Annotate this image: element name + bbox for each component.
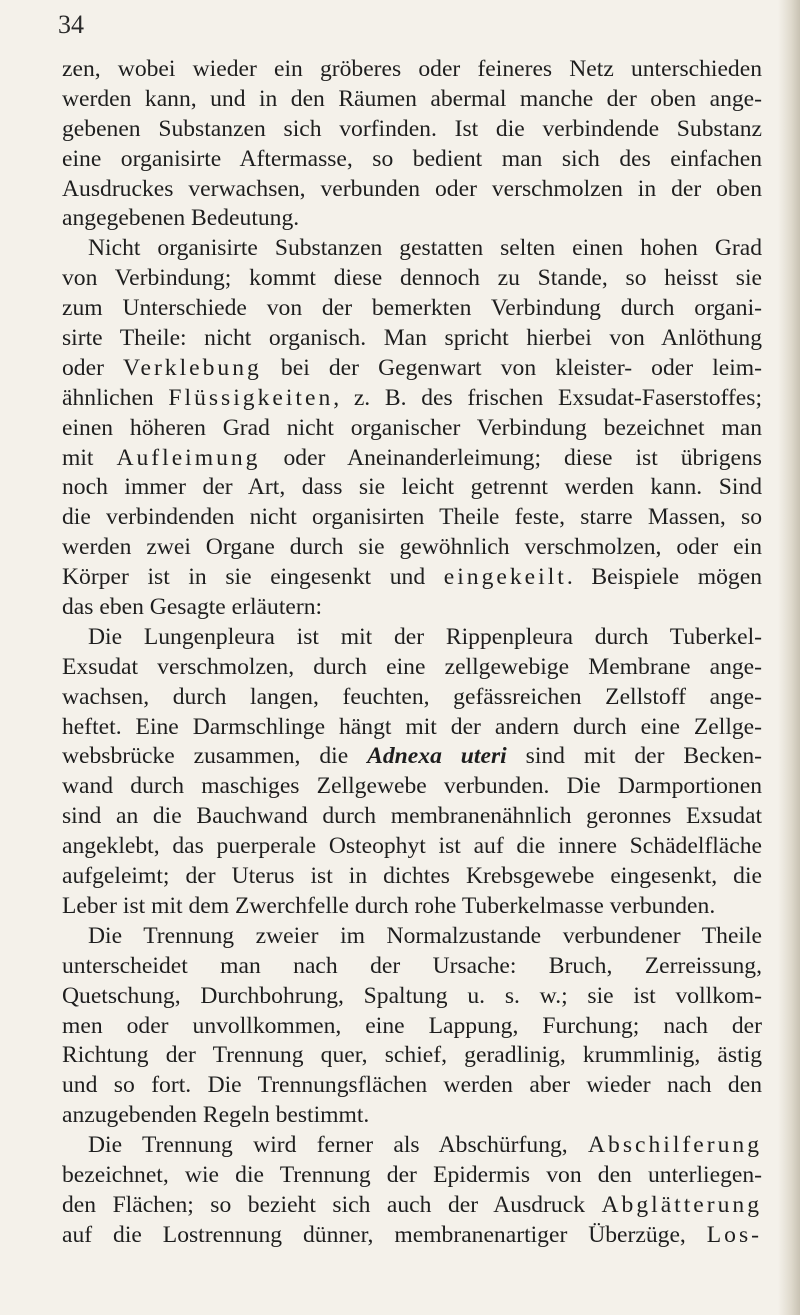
text-line bbox=[62, 204, 762, 234]
text-run: mit bbox=[62, 444, 117, 471]
text-run: oder Aneinanderleimung; diese ist übrigens bbox=[260, 444, 762, 471]
text-line bbox=[62, 742, 762, 772]
text-run: unterscheidet man nach der Ursache: Bruch, Zerreissung, bbox=[62, 952, 762, 979]
text-line bbox=[62, 772, 762, 802]
body-text bbox=[62, 55, 762, 1251]
text-line bbox=[62, 414, 762, 444]
text-run: angeklebt, das puerperale Osteophyt ist auf die innere Schädelfläche bbox=[62, 833, 762, 860]
text-line bbox=[62, 115, 762, 145]
text-line bbox=[62, 653, 762, 683]
text-line bbox=[62, 623, 762, 653]
text-run: bei der Gegenwart von kleister- oder leim- bbox=[261, 354, 763, 381]
spaced-term: Abschilferung bbox=[588, 1132, 762, 1159]
text-line bbox=[62, 234, 762, 264]
text-run: Die Trennung zweier im Normalzustande verbundener Theile bbox=[88, 922, 762, 949]
page-edge-shadow bbox=[778, 0, 800, 1315]
text-run: Die Trennung wird ferner als Abschürfung, bbox=[88, 1132, 589, 1159]
text-run: Exsudat verschmolzen, durch eine zellgewebige Membrane ange- bbox=[62, 653, 762, 680]
text-run: gebenen Substanzen sich vorfinden. Ist die verbindende Substanz bbox=[62, 115, 762, 142]
text-run: sind an die Bauchwand durch membranenähnlich geronnes Exsudat bbox=[62, 803, 762, 830]
text-line bbox=[62, 264, 762, 294]
page-number: 34 bbox=[58, 10, 84, 39]
text-line bbox=[62, 473, 762, 503]
text-line bbox=[62, 175, 762, 205]
text-run: noch immer der Art, dass sie leicht getrennt werden kann. Sind bbox=[62, 474, 762, 501]
spaced-term: Los- bbox=[706, 1221, 762, 1248]
text-line bbox=[62, 832, 762, 862]
text-run: oder bbox=[62, 354, 124, 381]
text-line bbox=[62, 563, 762, 593]
text-run: wachsen, durch langen, feuchten, gefässreichen Zellstoff ange- bbox=[62, 683, 762, 710]
text-line bbox=[62, 802, 762, 832]
spaced-term: Verklebung bbox=[123, 354, 262, 381]
text-line bbox=[62, 1041, 762, 1071]
italic-term: Adnexa uteri bbox=[367, 743, 507, 770]
text-line bbox=[62, 145, 762, 175]
text-run: das eben Gesagte erläutern: bbox=[62, 594, 323, 621]
spaced-term: Flüssigkeiten bbox=[168, 384, 334, 411]
text-run: eine organisirte Aftermasse, so bedient man sich des einfachen bbox=[62, 145, 762, 172]
text-run: Leber ist mit dem Zwerchfelle durch rohe Tuberkelmasse verbunden. bbox=[62, 892, 716, 919]
text-run: sind mit der Becken- bbox=[506, 743, 762, 770]
text-line bbox=[62, 1221, 762, 1251]
text-line bbox=[62, 324, 762, 354]
text-run: zen, wobei wieder ein gröberes oder feineres Netz unterschieden bbox=[62, 56, 762, 82]
text-run: , z. B. des frischen Exsudat-Faserstoffes; bbox=[333, 384, 762, 411]
text-run: sirte Theile: nicht organisch. Man spricht hierbei von Anlöthung bbox=[62, 325, 762, 352]
text-line bbox=[62, 713, 762, 743]
text-line bbox=[62, 384, 762, 414]
text-run: aufgeleimt; der Uterus ist in dichtes Krebsgewebe eingesenkt, die bbox=[62, 863, 762, 890]
text-run: von Verbindung; kommt diese dennoch zu Stande, so heisst sie bbox=[62, 265, 762, 292]
text-run: auf die Lostrennung dünner, membranenartiger Überzüge, bbox=[62, 1221, 707, 1248]
spaced-term: Abglätterung bbox=[601, 1191, 762, 1218]
text-line bbox=[62, 503, 762, 533]
text-line bbox=[62, 1101, 762, 1131]
text-run: heftet. Eine Darmschlinge hängt mit der andern durch eine Zellge- bbox=[62, 713, 762, 740]
text-run: werden kann, und in den Räumen abermal manche der oben ange- bbox=[62, 85, 762, 112]
text-line bbox=[62, 533, 762, 563]
text-line bbox=[62, 1191, 762, 1221]
text-line bbox=[62, 55, 762, 85]
text-line bbox=[62, 892, 762, 922]
text-run: und so fort. Die Trennungsflächen werden aber wieder nach den bbox=[62, 1072, 762, 1099]
text-run: Quetschung, Durchbohrung, Spaltung u. s. w.; sie ist vollkom- bbox=[62, 982, 762, 1009]
text-line bbox=[62, 593, 762, 623]
text-run: angegebenen Bedeutung. bbox=[62, 205, 300, 232]
text-run: ähnlichen bbox=[62, 384, 169, 411]
text-run: websbrücke zusammen, die bbox=[62, 743, 368, 770]
text-line bbox=[62, 85, 762, 115]
text-run: zum Unterschiede von der bemerkten Verbindung durch organi- bbox=[62, 295, 762, 322]
text-run: Die Lungenpleura ist mit der Rippenpleura durch Tuberkel- bbox=[88, 623, 762, 650]
text-run: anzugebenden Regeln bestimmt. bbox=[62, 1102, 370, 1129]
text-run: bezeichnet, wie die Trennung der Epidermis von den unterliegen- bbox=[62, 1161, 762, 1188]
text-line bbox=[62, 922, 762, 952]
text-line bbox=[62, 294, 762, 324]
text-line bbox=[62, 1012, 762, 1042]
text-line bbox=[62, 862, 762, 892]
text-line bbox=[62, 1161, 762, 1191]
text-run: einen höheren Grad nicht organischer Verbindung bezeichnet man bbox=[62, 414, 762, 441]
text-line bbox=[62, 354, 762, 384]
text-line bbox=[62, 1071, 762, 1101]
text-run: Körper ist in sie eingesenkt und bbox=[62, 564, 444, 591]
text-run: . Beispiele mögen bbox=[566, 564, 762, 591]
text-run: werden zwei Organe durch sie gewöhnlich verschmolzen, oder ein bbox=[62, 534, 762, 561]
text-line bbox=[62, 1131, 762, 1161]
spaced-term: eingekeilt bbox=[443, 564, 567, 591]
spaced-term: Aufleimung bbox=[116, 444, 261, 471]
text-run: Ausdruckes verwachsen, verbunden oder verschmolzen in der oben bbox=[62, 175, 762, 202]
text-run: men oder unvollkommen, eine Lappung, Furchung; nach der bbox=[62, 1012, 762, 1039]
text-line bbox=[62, 952, 762, 982]
text-line bbox=[62, 444, 762, 474]
text-run: Richtung der Trennung quer, schief, geradlinig, krummlinig, ästig bbox=[62, 1042, 762, 1069]
text-run: Nicht organisirte Substanzen gestatten selten einen hohen Grad bbox=[88, 235, 762, 262]
text-run: wand durch maschiges Zellgewebe verbunden. Die Darmportionen bbox=[62, 773, 762, 800]
text-run: die verbindenden nicht organisirten Theile feste, starre Massen, so bbox=[62, 504, 762, 531]
text-line bbox=[62, 683, 762, 713]
text-run: den Flächen; so bezieht sich auch der Ausdruck bbox=[62, 1191, 602, 1218]
text-line bbox=[62, 982, 762, 1012]
